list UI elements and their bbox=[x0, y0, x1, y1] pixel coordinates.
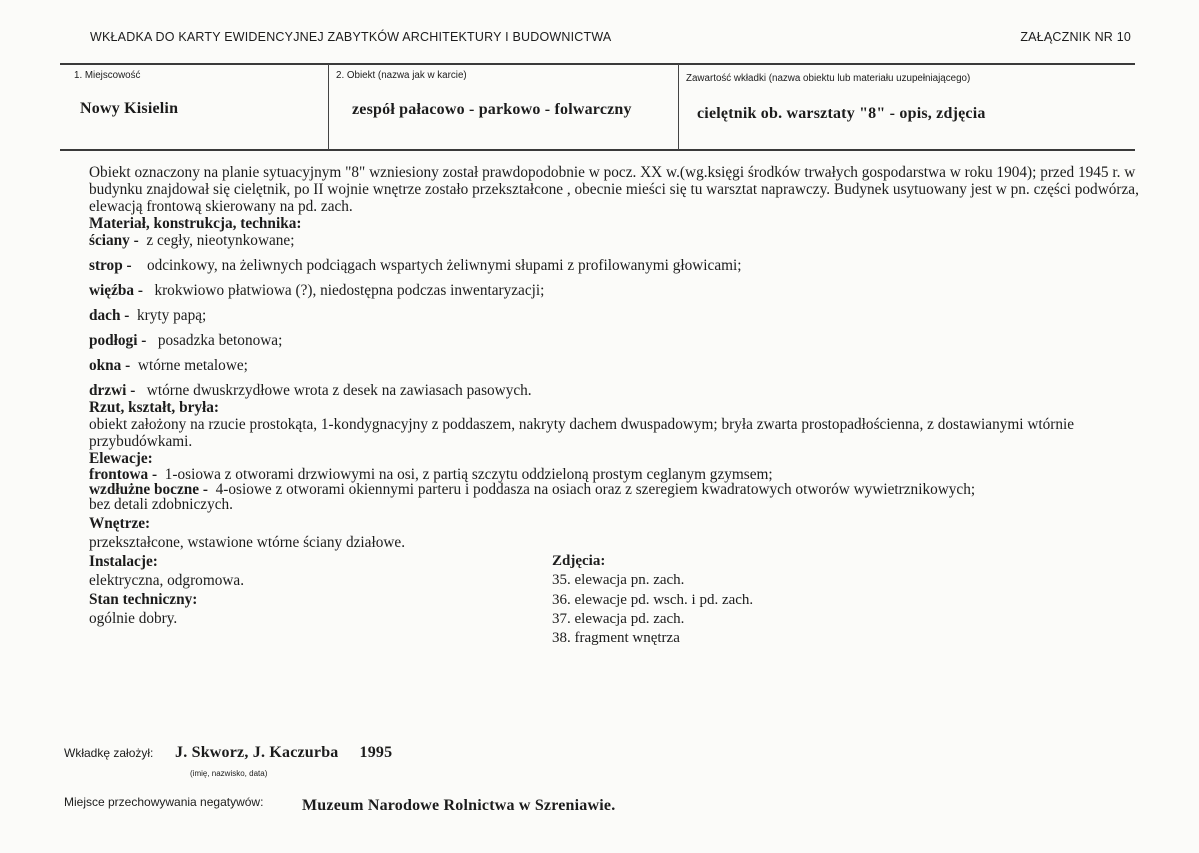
storage-value: Muzeum Narodowe Rolnictwa w Szreniawie. bbox=[302, 797, 616, 814]
material-label: ściany - bbox=[89, 232, 139, 249]
place-label: 1. Miejscowość bbox=[74, 70, 141, 81]
elewacja-extra: bez detali zdobniczych. bbox=[89, 496, 233, 513]
elewacja-text: 4-osiowe z otworami okiennymi parteru i poddasza na osiach oraz z szeregiem kwadratowych otworów wywietrznikowych; bbox=[215, 481, 976, 498]
wnetrze-text: przekształcone, wstawione wtórne ściany działowe. bbox=[89, 534, 406, 551]
elewacja-row bbox=[89, 467, 1139, 482]
content-value: cielętnik ob. warsztaty "8" - opis, zdjęcia bbox=[697, 105, 986, 122]
material-row bbox=[89, 282, 1139, 299]
table-bottom-rule bbox=[60, 149, 1135, 151]
founded-label: Wkładkę założył: bbox=[64, 746, 154, 760]
attachment-number: ZAŁĄCZNIK NR 10 bbox=[1020, 30, 1131, 44]
material-label: więźba - bbox=[89, 282, 143, 299]
material-row bbox=[89, 307, 1139, 324]
instalacje-text: elektryczna, odgromowa. bbox=[89, 572, 245, 589]
stan-heading: Stan techniczny: bbox=[89, 591, 198, 608]
photo-item: 35. elewacja pn. zach. bbox=[552, 572, 685, 589]
elewacja-label: wzdłużne boczne - bbox=[89, 481, 208, 498]
elewacja-row bbox=[89, 482, 1139, 497]
material-text: wtórne dwuskrzydłowe wrota z desek na zawiasach pasowych. bbox=[146, 382, 532, 399]
material-label: podłogi - bbox=[89, 332, 147, 349]
stan-text: ogólnie dobry. bbox=[89, 610, 178, 627]
material-row bbox=[89, 382, 1139, 399]
instalacje-heading: Instalacje: bbox=[89, 553, 158, 570]
material-text: krokwiowo płatwiowa (?), niedostępna podczas inwentaryzacji; bbox=[154, 282, 545, 299]
form-title: WKŁADKA DO KARTY EWIDENCYJNEJ ZABYTKÓW ARCHITEKTURY I BUDOWNICTWA bbox=[90, 30, 612, 44]
material-row bbox=[89, 332, 1139, 349]
wnetrze-heading: Wnętrze: bbox=[89, 515, 151, 532]
material-label: okna - bbox=[89, 357, 131, 374]
object-value: zespół pałacowo - parkowo - folwarczny bbox=[352, 101, 632, 118]
elewacje-heading: Elewacje: bbox=[89, 450, 153, 467]
material-label: strop - bbox=[89, 257, 132, 274]
storage-label: Miejsce przechowywania negatywów: bbox=[64, 795, 264, 809]
elewacja-label: frontowa - bbox=[89, 466, 158, 483]
material-label: dach - bbox=[89, 307, 130, 324]
table-divider bbox=[328, 64, 329, 150]
rzut-heading: Rzut, kształt, bryła: bbox=[89, 399, 220, 416]
material-row bbox=[89, 357, 1139, 374]
material-heading: Materiał, konstrukcja, technika: bbox=[89, 215, 302, 232]
material-text: kryty papą; bbox=[137, 307, 207, 324]
material-label: drzwi - bbox=[89, 382, 136, 399]
material-text: wtórne metalowe; bbox=[137, 357, 248, 374]
material-text: odcinkowy, na żeliwnych podciągach wspartych żeliwnymi słupami z profilowanymi głowicami; bbox=[146, 257, 742, 274]
founded-hint: (imię, nazwisko, data) bbox=[190, 769, 268, 778]
photo-list bbox=[552, 552, 753, 648]
table-divider bbox=[678, 64, 679, 150]
photo-item: 36. elewacje pd. wsch. i pd. zach. bbox=[552, 591, 754, 608]
content-label: Zawartość wkładki (nazwa obiektu lub materiału uzupełniającego) bbox=[686, 73, 971, 84]
photo-item: 37. elewacja pd. zach. bbox=[552, 610, 685, 627]
table-top-rule bbox=[60, 63, 1135, 65]
founded-value: J. Skworz, J. Kaczurba 1995 bbox=[175, 744, 393, 761]
elewacja-text: 1-osiowa z otworami drzwiowymi na osi, z partią szczytu oddzieloną prostym ceglanym gzymsem; bbox=[164, 466, 773, 483]
material-row bbox=[89, 232, 1139, 249]
photo-item: 38. fragment wnętrza bbox=[552, 630, 680, 647]
photo-list-heading: Zdjęcia: bbox=[552, 553, 606, 569]
material-text: posadzka betonowa; bbox=[157, 332, 283, 349]
material-text: z cegły, nieotynkowane; bbox=[146, 232, 295, 249]
object-label: 2. Obiekt (nazwa jak w karcie) bbox=[336, 70, 467, 81]
material-row bbox=[89, 257, 1139, 274]
place-value: Nowy Kisielin bbox=[80, 100, 179, 117]
intro-paragraph: Obiekt oznaczony na planie sytuacyjnym "8" wzniesiony został prawdopodobnie w pocz. XX w.(wg.księgi środków trwałych gospodarstwa w roku 1904); przed 1945 r. w budynku znajdował się cielętnik, po II wojnie wnętrze zostało przekształcone , obecnie mieści się tu warsztat naprawczy. Budynek usytuowany jest w pn. części podwórza, elewacją frontową skierowany na pd. zach. bbox=[89, 164, 1139, 215]
rzut-text: obiekt założony na rzucie prostokąta, 1-kondygnacyjny z poddaszem, nakryty dachem dwuspadowym; bryła zwarta prostopadłościenna, z dostawianymi wtórnie przybudówkami. bbox=[89, 416, 1075, 450]
